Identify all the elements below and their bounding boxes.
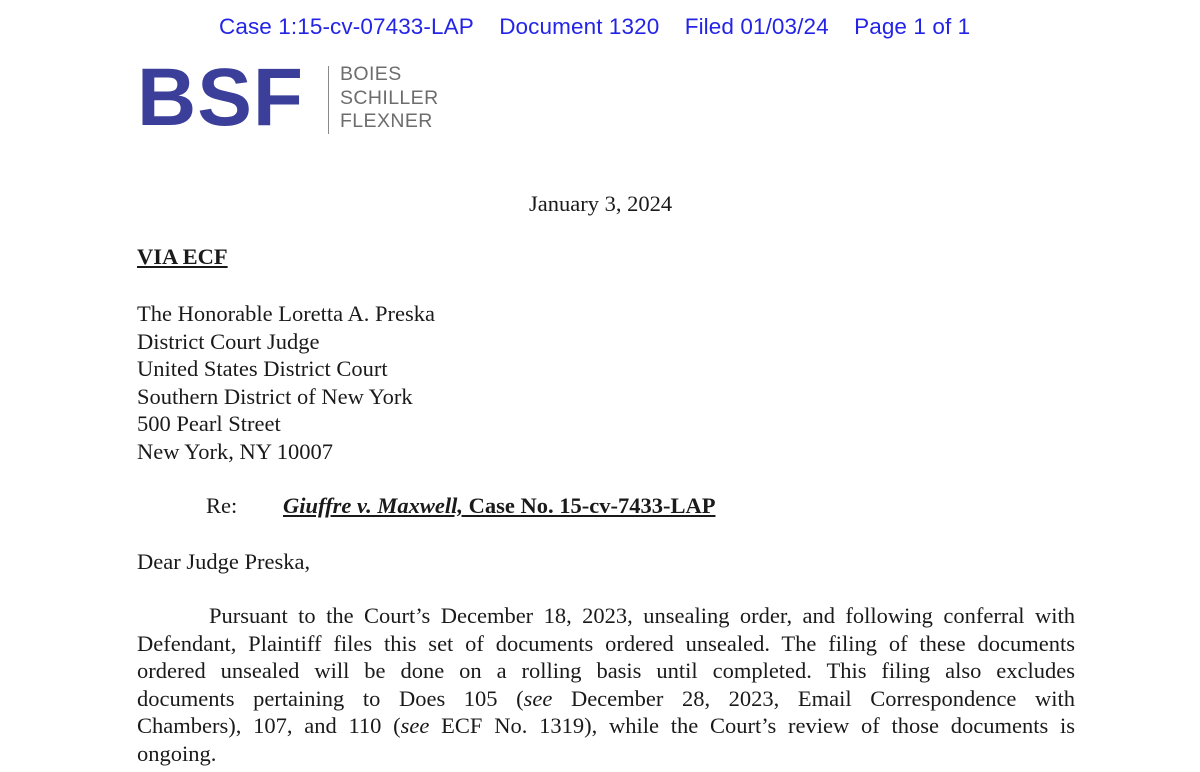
address-line: New York, NY 10007 bbox=[137, 438, 334, 464]
document-number: Document 1320 bbox=[499, 14, 660, 39]
address-line: 500 Pearl Street bbox=[137, 411, 281, 437]
see-citation: see bbox=[400, 713, 430, 739]
filed-date: Filed 01/03/24 bbox=[684, 14, 829, 39]
address-line: District Court Judge bbox=[137, 328, 320, 354]
recipient-address bbox=[137, 300, 435, 466]
logo-divider bbox=[328, 66, 329, 134]
body-line: ordered unsealed will be done on a rolling basis until completed. This filing also excludes bbox=[137, 658, 1075, 684]
body-line: Pursuant to the Court’s December 18, 2023, unsealing order, and following conferral with bbox=[209, 603, 1075, 628]
address-line: The Honorable Loretta A. Preska bbox=[137, 301, 436, 326]
re-label: Re: bbox=[206, 493, 238, 518]
body-paragraph bbox=[137, 602, 1075, 768]
firm-logo bbox=[137, 52, 457, 143]
salutation: Dear Judge Preska, bbox=[137, 549, 311, 574]
body-line: documents pertaining to Does 105 (see December 28, 2023, Email Correspondence with bbox=[137, 685, 1075, 711]
letter-date: January 3, 2024 bbox=[529, 191, 673, 216]
case-caption-number: Case No. 15-cv-7433-LAP bbox=[463, 493, 716, 518]
ecf-header-stamp bbox=[219, 14, 970, 40]
body-line: Chambers), 107, and 110 (see ECF No. 1319), while the Court’s review of those documents is bbox=[137, 713, 1075, 739]
logo-word: SCHILLER bbox=[340, 86, 439, 109]
see-citation: see bbox=[523, 685, 553, 711]
delivery-method: VIA ECF bbox=[137, 244, 228, 269]
page-number: Page 1 of 1 bbox=[854, 14, 971, 39]
body-line: ongoing. bbox=[137, 740, 217, 766]
re-subject bbox=[283, 492, 715, 520]
logo-word: BOIES bbox=[340, 63, 402, 85]
case-name: Giuffre v. Maxwell, bbox=[283, 493, 463, 518]
logo-mark: BSF bbox=[137, 52, 304, 143]
logo-word: FLEXNER bbox=[340, 110, 433, 132]
logo-wordmark bbox=[340, 63, 439, 134]
case-number: Case 1:15-cv-07433-LAP bbox=[219, 14, 474, 39]
address-line: Southern District of New York bbox=[137, 383, 413, 409]
address-line: United States District Court bbox=[137, 356, 388, 382]
body-line: Defendant, Plaintiff files this set of documents ordered unsealed. The filing of these documents bbox=[137, 630, 1075, 656]
